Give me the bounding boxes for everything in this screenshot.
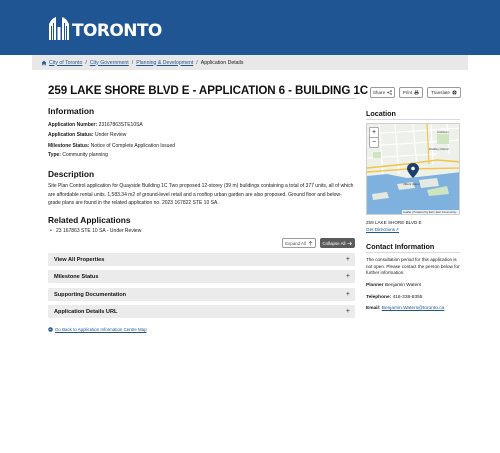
map-label-villiers-island: Villiers Island <box>403 182 420 186</box>
accordion-label: View All Properties <box>54 256 105 263</box>
plus-icon: + <box>345 308 350 315</box>
accordion-label: Supporting Documentation <box>54 291 127 298</box>
accordion-label: Application Details URL <box>54 308 118 315</box>
plus-icon: + <box>345 273 350 280</box>
print-button[interactable] <box>399 87 423 98</box>
telephone-label: Telephone: <box>366 295 392 300</box>
logo-text: TORONTO <box>72 21 162 41</box>
get-directions-label: Get Directions <box>366 227 396 232</box>
application-number-field <box>48 122 143 128</box>
map-label-corktown: Corktown <box>437 130 449 134</box>
breadcrumb-link-city-of-toronto[interactable]: City of Toronto <box>49 59 83 66</box>
type-value: Community planning <box>62 152 108 158</box>
milestone-status-label: Milestone Status: <box>48 143 90 149</box>
zoom-out-button[interactable]: − <box>371 139 377 146</box>
application-number-label: Application Number: <box>48 122 98 128</box>
collapse-all-button[interactable] <box>320 238 355 248</box>
type-field <box>48 152 108 158</box>
type-label: Type: <box>48 152 61 158</box>
application-status-label: Application Status: <box>48 132 94 138</box>
globe-icon <box>452 90 457 95</box>
email-field <box>366 306 444 311</box>
information-heading: Information <box>48 106 95 116</box>
planner-field <box>366 283 421 288</box>
accordion-milestone-status[interactable] <box>48 270 355 283</box>
map-attribution: Leaflet | Powered by Esri | Esri Community... <box>402 210 458 214</box>
related-applications-heading: Related Applications <box>48 215 131 225</box>
breadcrumb-separator: / <box>85 59 87 66</box>
location-map[interactable] <box>366 123 460 215</box>
expand-all-label: Expand All <box>285 240 306 246</box>
share-button[interactable] <box>370 87 395 98</box>
back-link-label: Go Back to Application Information Centre Map <box>55 327 147 332</box>
milestone-status-value: Notice of Complete Application Issued <box>90 143 176 149</box>
back-to-map-link[interactable] <box>48 327 147 332</box>
external-link-icon: ↗ <box>395 227 399 232</box>
accordion-application-details-url[interactable] <box>48 305 355 318</box>
plus-icon: + <box>345 291 350 298</box>
application-status-value: Under Review <box>94 132 127 138</box>
breadcrumb-link-city-government[interactable]: City Government <box>89 59 129 66</box>
description-text: Site Plan Control application for Quayside Building 1C Two proposed 12-storey (39 m) buildings containing a total of 377 units, all of which are affordable rental units. 1,583.34 m2 of ground-level retail and a rooftop urban garden are also proposed. Ground floor and below-grade plans are found in the related application no. 2023 167822 STE 10 SA. <box>48 183 354 206</box>
breadcrumb-separator: / <box>196 59 198 66</box>
home-icon <box>41 60 47 66</box>
translate-button[interactable] <box>427 87 461 98</box>
related-application-item: • 23 167863 STE 10 SA - Under Review <box>56 228 141 234</box>
share-icon <box>387 90 392 95</box>
printer-icon <box>414 90 419 95</box>
contact-divider <box>366 252 460 253</box>
translate-label: Translate <box>431 90 450 95</box>
site-header <box>0 0 500 55</box>
application-number-value: 23167863STE10SA <box>98 122 143 128</box>
accordion-label: Milestone Status <box>54 273 99 280</box>
planner-name: Benjamin Waters <box>384 283 422 288</box>
telephone-field <box>366 295 422 300</box>
expand-arrow-icon <box>308 241 313 246</box>
description-heading: Description <box>48 169 95 179</box>
arrow-left-circle-icon <box>48 327 53 332</box>
accordion-supporting-documentation[interactable] <box>48 288 355 301</box>
map-tiles <box>367 124 460 215</box>
application-status-field <box>48 132 126 138</box>
collapse-arrow-icon <box>347 241 352 246</box>
location-divider <box>366 119 460 120</box>
contact-heading: Contact Information <box>366 242 435 251</box>
email-link[interactable]: Benjamin.Waters@toronto.ca <box>381 306 445 311</box>
map-zoom-control <box>369 127 379 148</box>
zoom-in-button[interactable]: + <box>371 129 377 136</box>
plus-icon: + <box>345 256 350 263</box>
breadcrumb-current: Application Details <box>200 59 244 66</box>
telephone-value: 416-338-8355 <box>392 295 423 300</box>
breadcrumb <box>32 55 468 70</box>
collapse-all-label: Collapse All <box>322 240 346 246</box>
email-label: Email: <box>366 306 381 311</box>
city-hall-logo-icon <box>48 16 70 40</box>
breadcrumb-separator: / <box>131 59 134 66</box>
map-label-distillery: Distillery District <box>429 147 449 151</box>
map-address: 259 LAKE SHORE BLVD E <box>366 220 422 225</box>
contact-description: The consultation period for this application is not open. Please contact the person below for further information. <box>366 257 460 276</box>
planner-label: Planner <box>366 283 384 288</box>
get-directions-link[interactable] <box>366 227 399 233</box>
breadcrumb-link-planning-development[interactable]: Planning & Development <box>136 59 194 66</box>
page-title: 259 LAKE SHORE BLVD E - APPLICATION 6 - BUILDING 1C <box>48 84 368 97</box>
accordion-view-all-properties[interactable] <box>48 253 355 266</box>
share-label: Share <box>372 90 386 95</box>
expand-all-button[interactable] <box>282 238 316 248</box>
milestone-status-field <box>48 143 175 149</box>
toronto-logo[interactable] <box>48 14 162 40</box>
location-heading: Location <box>366 109 396 118</box>
print-label: Print <box>402 90 413 95</box>
title-divider <box>48 98 356 99</box>
